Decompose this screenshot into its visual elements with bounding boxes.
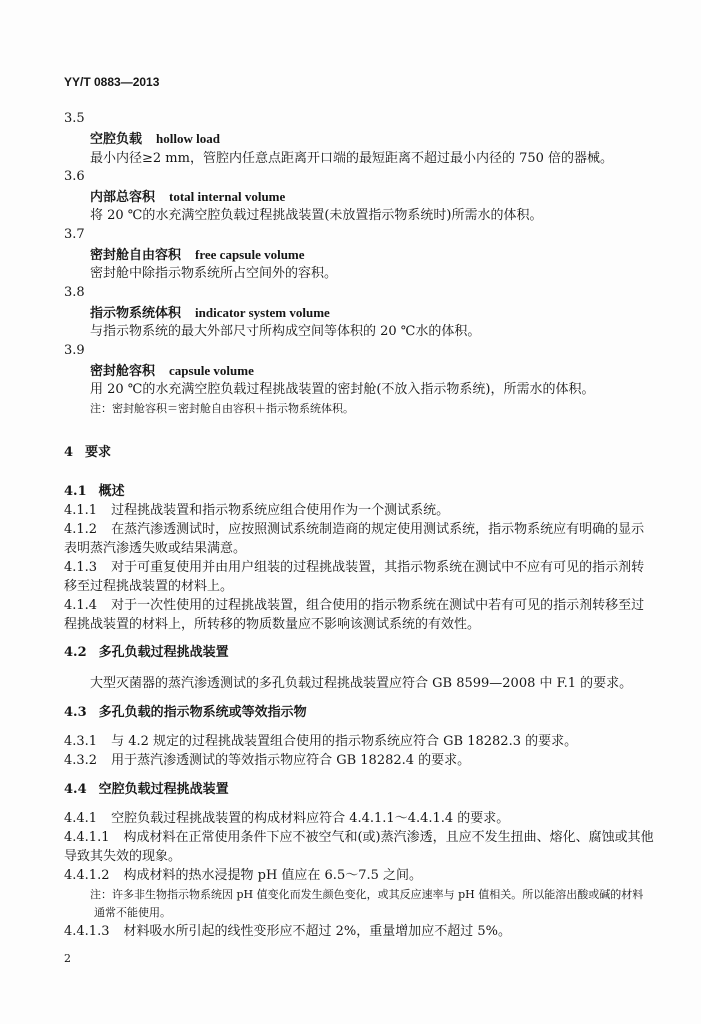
clause-heading [64,703,307,722]
term-definition: 将 20 ℃的水充满空腔负载过程挑战装置(未放置指示物系统时)所需水的体积。 [90,208,543,223]
clause-title: 概述 [98,484,125,499]
clause-title: 多孔负载过程挑战装置 [98,645,229,660]
clause-text: 构成材料的热水浸提物 pH 值应在 6.5～7.5 之间。 [123,868,423,883]
term-name-en: indicator system volume [195,305,330,320]
clause-note: 注：许多非生物指示物系统因 pH 值变化而发生颜色变化，或其反应速率与 pH 值相关。所以能溶出酸或碱的材料 [90,888,644,901]
term-number: 3.7 [64,227,85,242]
clause-number: 4.3.1 [64,734,98,749]
clause-title: 空腔负载过程挑战装置 [98,782,229,797]
clause-paragraph [64,751,470,770]
clause-text-continued: 表明蒸汽渗透失败或结果满意。 [64,541,247,556]
term-number: 3.8 [64,285,85,300]
clause-paragraph [64,558,645,577]
term-definition: 最小内径≥2 mm，管腔内任意点距离开口端的最短距离不超过最小内径的 750 倍的器械。 [90,151,614,166]
section-title: 要求 [85,445,112,460]
clause-text: 用于蒸汽渗透测试的等效指示物应符合 GB 18282.4 的要求。 [111,753,471,768]
clause-text: 对于可重复使用并由用户组装的过程挑战装置，其指示物系统在测试中不应有可见的指示剂转 [111,560,645,575]
term-number: 3.5 [64,111,85,126]
clause-number: 4.2 [64,645,87,660]
term-heading [90,187,285,207]
clause-number: 4.4.1.1 [64,830,110,845]
clause-number: 4.1.1 [64,503,98,518]
term-name-zh: 指示物系统体积 [90,306,182,321]
clause-paragraph [64,596,645,615]
page-number: 2 [64,952,71,965]
clause-text: 空腔负载过程挑战装置的构成材料应符合 4.4.1.1～4.4.1.4 的要求。 [111,811,510,826]
clause-number: 4.3.2 [64,753,98,768]
term-name-zh: 空腔负载 [90,132,143,147]
term-heading [90,245,305,265]
clause-text-continued: 移至过程挑战装置的材料上。 [64,579,234,594]
clause-body: 大型灭菌器的蒸汽渗透测试的多孔负载过程挑战装置应符合 GB 8599—2008 中 F.1 的要求。 [90,676,633,691]
clause-text: 过程挑战装置和指示物系统应组合使用作为一个测试系统。 [111,503,450,518]
term-name-zh: 密封舱自由容积 [90,248,182,263]
term-name-en: hollow load [156,131,220,146]
clause-text: 构成材料在正常使用条件下应不被空气和(或)蒸汽渗透，且应不发生扭曲、熔化、腐蚀或其他 [123,830,654,845]
clause-text: 对于一次性使用的过程挑战装置，组合使用的指示物系统在测试中若有可见的指示剂转移至过 [111,598,645,613]
term-definition: 与指示物系统的最大外部尺寸所构成空间等体积的 20 ℃水的体积。 [90,324,481,339]
clause-number: 4.3 [64,705,87,720]
clause-text: 与 4.2 规定的过程挑战装置组合使用的指示物系统应符合 GB 18282.3 的要求。 [111,734,578,749]
term-name-en: total internal volume [169,189,286,204]
clause-note-continued: 通常不能使用。 [94,906,171,919]
clause-title: 多孔负载的指示物系统或等效指示物 [98,705,307,720]
section-number: 4 [64,445,74,460]
clause-paragraph [64,922,511,941]
term-note: 注：密封舱容积＝密封舱自由容积＋指示物系统体积。 [90,402,354,415]
term-definition: 用 20 ℃的水充满空腔负载过程挑战装置的密封舱(不放入指示物系统)，所需水的体积。 [90,382,595,397]
clause-paragraph [64,809,509,828]
clause-paragraph [64,866,422,885]
term-definition: 密封舱中除指示物系统所占空间外的容积。 [90,266,338,281]
clause-text: 在蒸汽渗透测试时，应按照测试系统制造商的规定使用测试系统，指示物系统应有明确的显示 [111,522,645,537]
clause-paragraph [64,732,577,751]
term-name-zh: 密封舱容积 [90,364,156,379]
term-heading [90,303,330,323]
term-number: 3.6 [64,169,85,184]
term-heading [90,129,220,149]
clause-text: 材料吸水所引起的线性变形应不超过 2%，重量增加应不超过 5%。 [123,924,511,939]
clause-number: 4.1.3 [64,560,98,575]
term-number: 3.9 [64,343,85,358]
clause-heading [64,643,229,662]
clause-number: 4.1 [64,484,87,499]
clause-heading [64,780,229,799]
clause-paragraph [64,501,449,520]
clause-number: 4.1.2 [64,522,98,537]
clause-heading [64,482,125,501]
term-name-en: capsule volume [169,363,254,378]
section-heading [64,443,111,462]
clause-number: 4.4.1.3 [64,924,110,939]
clause-paragraph [64,828,654,847]
clause-text-continued: 导致其失效的现象。 [64,849,182,864]
clause-number: 4.4 [64,782,87,797]
clause-paragraph [64,520,645,539]
clause-number: 4.1.4 [64,598,98,613]
term-name-en: free capsule volume [195,247,305,262]
clause-text-continued: 程挑战装置的材料上，所转移的物质数量应不影响该测试系统的有效性。 [64,617,481,632]
document-code: YY/T 0883—2013 [64,75,160,89]
term-name-zh: 内部总容积 [90,190,156,205]
term-heading [90,361,254,381]
clause-number: 4.4.1 [64,811,98,826]
clause-number: 4.4.1.2 [64,868,110,883]
